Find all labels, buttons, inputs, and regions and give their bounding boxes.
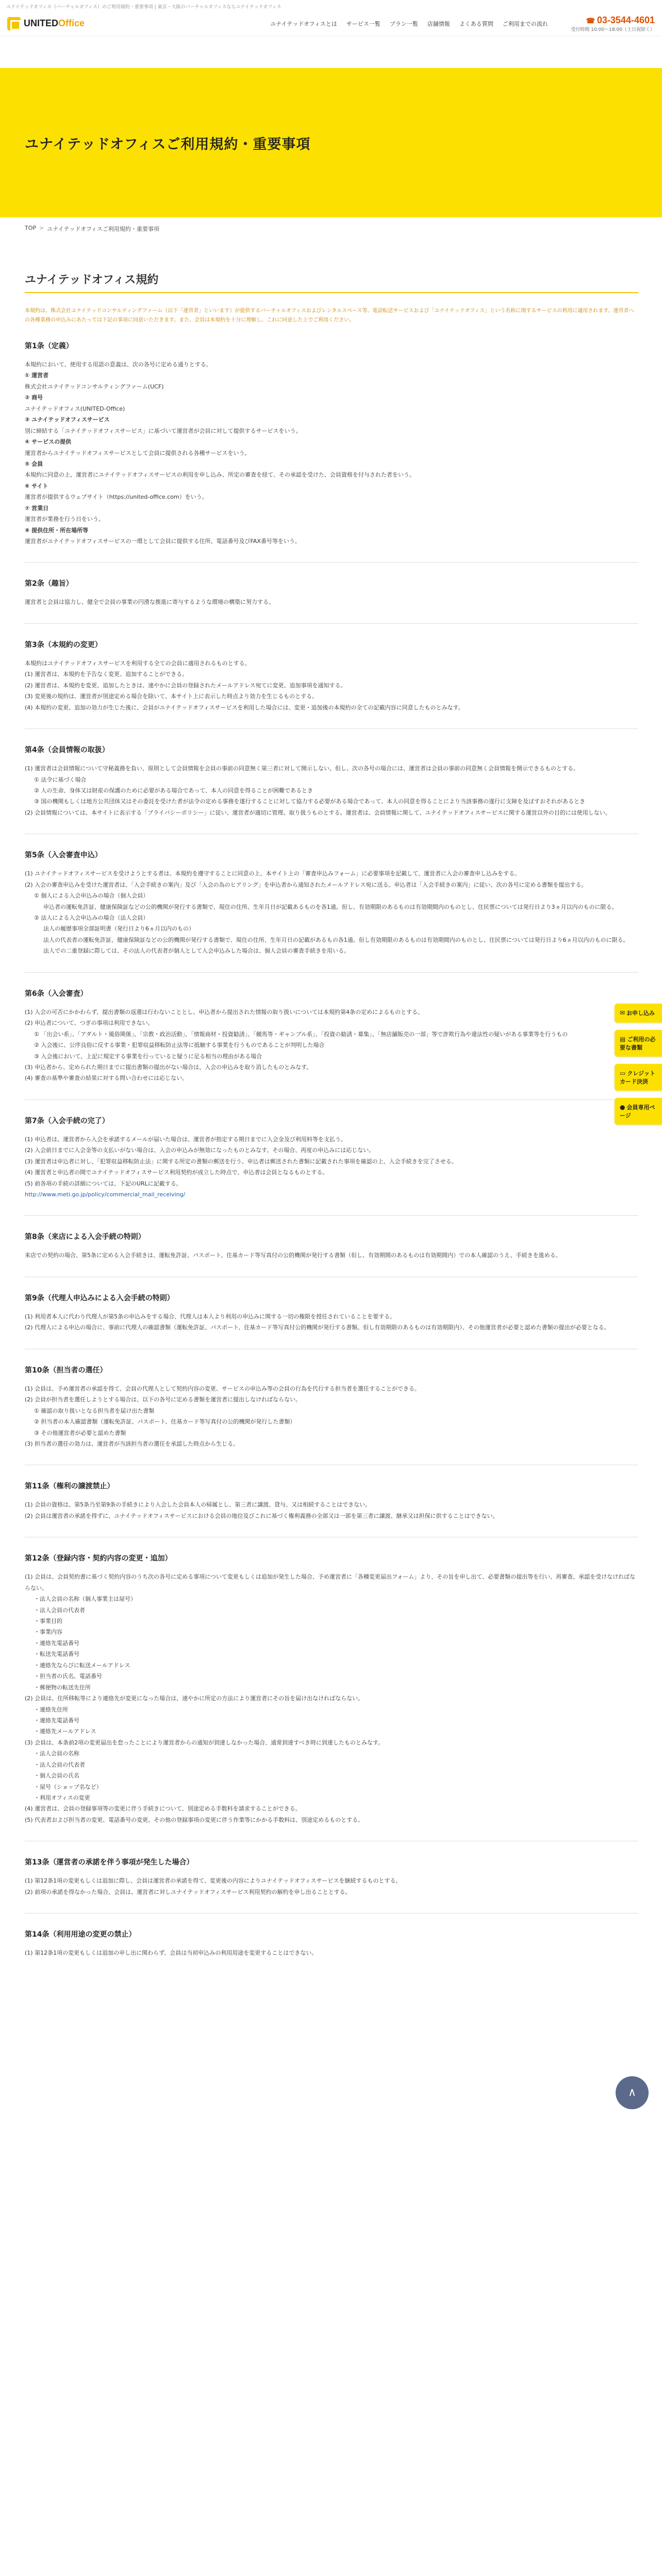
article-line: 来店での契約の場合、第5条に定める入会手続きは、運転免許証、パスポート、住基カード等写真付の公的機関が発行する書類（但し、有効期間のあるものは有効期間内）での本人確認のうえ、手続きを進める。	[25, 1252, 561, 1259]
page-title: ユナイテッドオフィスご利用規約・重要事項	[25, 136, 311, 152]
article-line: ① 運営者	[25, 372, 49, 379]
article-line: (3) 担当者の選任の効力は、運営者が当該担当者の選任を承認した時点から生じる。	[25, 1440, 239, 1447]
apply-button[interactable]: ✉ お申し込み	[615, 1004, 662, 1023]
member-page-button[interactable]: ● 会員専用ページ	[615, 1098, 662, 1125]
article-heading: 第1条（定義）	[25, 342, 73, 350]
credit-card-button[interactable]: ▭ クレジットカード決済	[615, 1064, 662, 1091]
nav-flow[interactable]: ご利用までの流れ	[502, 20, 548, 27]
article-line: ・事業内容	[34, 1629, 62, 1636]
article-heading: 第13条（運営者の承諾を伴う事項が発生した場合）	[25, 1858, 194, 1867]
article-line: ③ 入会後において、上記に規定する事業を行っていると疑うに足る相当の理由がある場合	[34, 1053, 262, 1060]
article-line: 運営者が業務を行う日をいう。	[25, 516, 104, 523]
article-line: (3) 運営者は申込者に対し、「犯罪収益移転防止法」に関する所定の書類の郵送を行う。申込者は郵送された書類に記載された事項を確認の上、入会手続きを完了させる。	[25, 1158, 457, 1165]
article	[25, 1349, 638, 1450]
article-line: ・法人会員の名称（個人事業主は屋号）	[34, 1596, 136, 1603]
article-line: ・事業目的	[34, 1618, 62, 1624]
logo[interactable]	[7, 17, 85, 30]
article-line: ① 法令に基づく場合	[34, 776, 87, 783]
hero-banner	[0, 68, 662, 217]
article-line: (5) 代表者および担当者の変更、電話番号の変更、その他の登録事項の変更に伴う作業等にかかる手数料は、別途定めるものとする。	[25, 1816, 364, 1823]
article-line: ③ ユナイテッドオフィスサービス	[25, 416, 110, 423]
article-line: (2) 会員が担当者を選任しようとする場合は、以下の各号に定める書類を運営者に提出しなければならない。	[25, 1396, 302, 1403]
article-heading: 第3条（本規約の変更）	[25, 640, 102, 649]
article-line: (1) ユナイテッドオフィスサービスを受けようとする者は、本規約を遵守することに同意の上、本サイト上の「審査申込みフォーム」に必要事項を記載して、運営者に入会の審査申し込みをする。	[25, 870, 521, 877]
article	[25, 623, 638, 713]
article-line: ⑧ 提供住所・所在場所等	[25, 527, 89, 534]
article	[25, 972, 638, 1084]
article-line: (4) 審査の基準や審査の結果に対する問い合わせには応じない。	[25, 1075, 188, 1082]
terms-content	[25, 271, 638, 1959]
article-line: ・連絡先電話番号	[34, 1639, 79, 1647]
article-line: (4) 運営者と申込者の間でユナイテッドオフィスサービス利用契約が成立した時点で、申込者は会員となるものとする。	[25, 1169, 328, 1176]
article-heading: 第6条（入会審査）	[25, 989, 88, 998]
card-icon: ▭	[620, 1069, 626, 1077]
article-line: (1) 第12条1項の変更もしくは追加の申し出に関わらず、会員は当初申込みの利用用途を変更することはできない。	[25, 1950, 318, 1957]
global-nav	[270, 20, 548, 28]
article-line: (2) 入会の審査申込みを受けた運営者は、「入会手続きの案内」及び「入会の為のヒアリング」を申込者から通知されたメールアドレス宛に送る。申込者は「入会手続きの案内」に従い、次の各号に定める書類を提出する。	[25, 881, 587, 888]
article-line: (2) 前項の承諾を得なかった場合、会員は、運営者に対しユナイテッドオフィスサービス利用契約の解約を申し出ることとする。	[25, 1888, 351, 1895]
article-line: ・担当者の氏名、電話番号	[34, 1673, 102, 1680]
article-line: ・連絡先ならびに転送メールアドレス	[34, 1662, 130, 1669]
article-line: (1) 会員の資格は、第5条乃至第9条の手続きにより入会した会員本人の帰属とし、第三者に譲渡、貸与、又は相続することはできない。	[25, 1501, 371, 1509]
article-line: ③ 国の機関もしくは地方公共団体又はその委託を受けた者が法令の定める事務を遂行することに対して協力する必要がある場合であって、本人の同意を得ることにより当該事務の遂行に支障を及ぼすおそれがあるとき	[34, 798, 586, 805]
article	[25, 1913, 638, 1958]
documents-button[interactable]: ▤ ご利用の必要な書類	[615, 1030, 662, 1057]
mail-icon: ✉	[620, 1009, 625, 1016]
article-line: (4) 運営者は、会員の登録事項等の変更に伴う手続きについて、別途定める手数料を請求することができる。	[25, 1805, 301, 1812]
article-line: ・個人会員の氏名	[34, 1772, 79, 1780]
article-line: (1) 第12条1項の変更もしくは追加に際し、会員は運営者の承諾を得て、変更後の内容によりユナイテッドオフィスサービスを継続するものとする。	[25, 1877, 402, 1885]
breadcrumb-separator: >	[39, 225, 44, 231]
article-line: (1) 利用者本人に代わり代理人が第5条の申込みをする場合、代理人は本人より利用の申込みに関する一切の権限を授任されていることを要する。	[25, 1313, 396, 1320]
article-line: (1) 入会の可否にかかわらず、提出書類の返還は行わないこととし、申込者から提出された情報の取り扱いについては本規約第4条の定めによるものとする。	[25, 1008, 423, 1015]
article-line: (2) 申込者について、つぎの事項は利用できない。	[25, 1020, 154, 1027]
article-line: 株式会社ユナイテッドコンサルティングファーム(UCF)	[25, 383, 164, 390]
article-heading: 第8条（来店による入会手続の特則）	[25, 1233, 145, 1242]
breadcrumb-home[interactable]: TOP	[25, 225, 37, 231]
article-line: 運営者がユナイテッドオフィスサービスの一環として会員に提供する住所、電話番号及びFAX番号等をいう。	[25, 538, 301, 545]
article-line: (4) 本規約の変更、追加の効力が生じた後に、会員がユナイテッドオフィスサービスを利用した場合には、変更・追加後の本規約の全ての記載内容に同意したものとみなす。	[25, 704, 464, 711]
article-line: (2) 会員は運営者の承諾を得ずに、ユナイテッドオフィスサービスにおける会員の地位及びこれに基づく権利義務の全部又は一部を第三者に譲渡、継承又は担保に供することはできない。	[25, 1512, 499, 1519]
article-line: (2) 入会前日までに入会金等の支払いがない場合は、入会の申込みが無効になったものとみなす。その場合、再度の申込みには応じない。	[25, 1147, 375, 1154]
site-header	[0, 11, 662, 36]
article-line: 法人の代表者の運転免許証、健康保険証などの公的機関が発行する書類で、現住の住所、生年月日の記載があるもの各1通。但し有効期限のあるものは有効期間内のものとし、住民票については発行日より6ヵ月以内のものに限る。	[43, 936, 629, 943]
article	[25, 728, 638, 818]
article	[25, 562, 638, 607]
article-line: 別に締結する「ユナイテッドオフィスサービス」に基づいて運営者が会員に対して提供するサービスをいう。	[25, 427, 302, 434]
article-line: ・利用オフィスの変更	[34, 1794, 90, 1801]
article-line: (5) 前各項の手続の詳細については、下記のURLに記載する。	[25, 1180, 182, 1187]
article-line: ・法人会員の名称	[34, 1750, 79, 1757]
article-line: ・連絡先電話番号	[34, 1717, 79, 1724]
article	[25, 1465, 638, 1521]
article-line: (1) 会員は、会員契約書に基づく契約内容のうち次の各号に定める事項について変更もしくは追加が発生した場合、予め運営者に「各種変更届出フォーム」より、その旨を申し出て、必要書類の提出等を行い、再審査、承認を受けなければならない。	[25, 1573, 636, 1591]
article-line: (2) 会員情報については、本サイトに表示する「プライバシーポリシー」に従い、運営者が適切に管理、取り扱うものとする。運営者は、会員情報に関して、ユナイテッドオフィスサービスに関する運営以外の目的には使用しない。	[25, 809, 611, 816]
article-line: ② 担当者の本人確認書類（運転免許証、パスポート、住基カード等写真付の公的機関が発行した書類）	[34, 1418, 296, 1426]
nav-locations[interactable]: 店舗情報	[427, 20, 450, 27]
article-line: (3) 申込者から、定められた期日までに提出書類の提出がない場合は、入会の申込みを取り消したものとみなす。	[25, 1063, 312, 1071]
article-line: 法人での二重登録に際しては、その法人の代表者が個人として入会申込みした場合は、個人会員の審査手続きを用いる。	[43, 947, 350, 955]
article-heading: 第10条（担当者の選任）	[25, 1366, 107, 1375]
article-line: ⑤ 会員	[25, 460, 43, 467]
article-line: 本規約において、使用する用語の意義は、次の各号に定める通りとする。	[25, 361, 212, 368]
article-line: (1) 運営者は会員情報について守秘義務を負い、原則として会員情報を会員の事前の同意無く第三者に対して開示しない。但し、次の各号の場合には、運営者は会員の事前の同意無く会員情報を開示できるものとする。	[25, 765, 579, 772]
nav-plans[interactable]: プラン一覧	[389, 20, 418, 27]
article-line: ① 個人による入会申込みの場合（個人会員）	[34, 892, 149, 900]
contact-block	[571, 15, 655, 32]
article	[25, 341, 638, 547]
article	[25, 1277, 638, 1333]
article	[25, 1537, 638, 1825]
article-line: ② 商号	[25, 394, 43, 401]
document-icon: ▤	[620, 1035, 626, 1043]
nav-about[interactable]: ユナイテッドオフィスとは	[270, 20, 337, 27]
article-line: ・転送先電話番号	[34, 1651, 79, 1658]
article-line: ① 「出会い系」、「アダルト・風俗関係」、「宗教・政治活動」、「情報商材・投資勧誘」、「競馬等・ギャンブル系」、「投資の勧誘・募集」、「無店舗販売の一部」等で詐欺行為や違法性の疑いがある事業等を行うもの	[34, 1030, 568, 1038]
article-line: ⑥ サイト	[25, 482, 48, 489]
site-tagline: ユナイテッドオフィス（バーチャルオフィス）のご利用規約・重要事項 | 東京・大阪のバーチャルオフィスならユナイテッドオフィス	[6, 5, 282, 10]
reference-link[interactable]: http://www.meti.go.jp/policy/commercial_mail_receiving/	[25, 1191, 186, 1198]
article-heading: 第11条（権利の譲渡禁止）	[25, 1482, 114, 1491]
article-line: ・連絡先メールアドレス	[34, 1728, 96, 1735]
article-line: ・連絡先住所	[34, 1706, 68, 1713]
article-line: ③ その他運営者が必要と認めた書類	[34, 1429, 126, 1436]
article-line: (1) 運営者は、本規約を予告なく変更、追加することができる。	[25, 671, 188, 678]
article-heading: 第5条（入会審査申込）	[25, 851, 102, 860]
article-line: (2) 運営者は、本規約を変更、追加したときは、速やかに会員の登録されたメールアドレス宛てに変更、追加事項を通知する。	[25, 682, 346, 689]
article-line: 本規約はユナイテッドオフィスサービスを利用する全ての会員に適用されるものとする。	[25, 659, 251, 667]
article-line: ② 人の生命、身体又は財産の保護のために必要がある場合であって、本人の同意を得ることが困難であるとき	[34, 787, 313, 794]
document-title: ユナイテッドオフィス規約	[25, 271, 638, 293]
page-top-button[interactable]: ∧	[616, 2076, 649, 2109]
article-line: ・法人会員の代表者	[34, 1761, 85, 1768]
phone-number[interactable]: ☎ 03-3544-4601	[571, 15, 655, 26]
article-line: 運営者からユナイテッドオフィスサービスとして会員に提供される各種サービスをいう。	[25, 449, 251, 456]
intro-text: 本規約は、株式会社ユナイテッドコンサルティングファーム（以下「運営者」といいます）が提供するバーチャルオフィスおよびレンタルスペース等、電話転送サービスおよび「ユナイテッドオフィス」という名称に関するサービスの利用に適用されます。運営者への各種業務の申込みにあたっては下記の事項に同意いただきます。また、会員は本規約を十分に理解し、これに同意した上でご利用ください。	[25, 308, 634, 323]
article-heading: 第4条（会員情報の取扱）	[25, 746, 109, 755]
article-line: ④ サービスの提供	[25, 438, 72, 446]
article-line: 申込者の運転免許証、健康保険証などの公的機関が発行する書類で、現住の住所、生年月日が記載あるものを各1通。但し、有効期限のあるものは有効期間内のものとし、住民票については発行日より3ヵ月以内のものに限る。	[43, 903, 618, 910]
article-heading: 第7条（入会手続の完了）	[25, 1116, 109, 1125]
article-line: (1) 会員は、予め運営者の承認を得て、会員の代理人として契約内容の変更、サービスの申込み等の会員の行為を代行する担当者を選任することができる。	[25, 1385, 420, 1392]
article-heading: 第2条（趣旨）	[25, 580, 73, 588]
article-line: ユナイテッドオフィス(UNITED-Office)	[25, 405, 125, 412]
article	[25, 1099, 638, 1200]
article-line: 運営者と会員は協力し、健全で会員の事業の円滑な推進に寄与するような環境の構築に努力する。	[25, 599, 274, 606]
article-line: ② 入会後に、公序良俗に反する事業・犯罪収益移転防止法等に抵触する事業を行うものであることが判明した場合	[34, 1042, 325, 1049]
logo-icon	[7, 17, 21, 30]
article-line: ・法人会員の代表者	[34, 1606, 85, 1614]
article-line: ・郵便物の転送先住所	[34, 1684, 91, 1691]
article-line: ・屋号（ショップ名など）	[34, 1783, 102, 1790]
article-line: ① 確認の取り扱いとなる担当者を届け出た書類	[34, 1407, 155, 1414]
article-line: 法人の履歴事項全部証明書（発行日より6ヵ月以内のもの）	[43, 925, 194, 933]
article-heading: 第12条（登録内容・契約内容の変更・追加）	[25, 1554, 172, 1563]
user-icon: ●	[620, 1104, 625, 1111]
article	[25, 834, 638, 957]
article-line: (2) 代理人による申込の場合に、事前に代理人の確認書類（運転免許証、パスポート、住基カード等写真付公的機関が発行する書類。但し有効期限のあるものは有効期限内）、その他運営者が必要と認めた書類の提出が必要となる。	[25, 1324, 610, 1331]
article	[25, 1215, 638, 1261]
article-line: 運営者が提供するウェブサイト（https://united-office.com）をいう。	[25, 494, 208, 501]
side-buttons	[615, 1004, 662, 1125]
breadcrumb-current: ユナイテッドオフィスご利用規約・重要事項	[47, 226, 159, 232]
article-line: 本規約に同意の上、運営者にユナイテッドオフィスサービスの利用を申し込み、所定の審査を経て、その承認を受けた、会員資格を付与された者をいう。	[25, 471, 415, 479]
article	[25, 1841, 638, 1897]
business-hours: 受付時間 10:00〜18:00（土日祝除く）	[571, 27, 655, 32]
article-line: ⑦ 営業日	[25, 504, 49, 512]
article-line: (3) 変更後の規約は、運営者が別途定める場合を除いて、本サイト上に表示した時点より効力を生じるものとする。	[25, 693, 318, 700]
nav-faq[interactable]: よくある質問	[459, 20, 493, 27]
article-list	[25, 341, 638, 1959]
article-line: (1) 申込者は、運営者から入会を承諾するメールが届いた場合は、運営者が指定する期日までに入会金及び利用料等を支払う。	[25, 1136, 346, 1143]
logo-text: UNITEDOffice	[24, 18, 85, 28]
article-heading: 第9条（代理人申込みによる入会手続の特則）	[25, 1294, 174, 1302]
article-line: (3) 会員は、本条前2項の変更届出を怠ったことにより運営者からの通知が到達しなかった場合、通常到達すべき時に到達したものとみなす。	[25, 1739, 384, 1746]
nav-services[interactable]: サービス一覧	[346, 20, 380, 27]
article-heading: 第14条（利用用途の変更の禁止）	[25, 1930, 136, 1939]
article-line: (2) 会員は、住所移転等により連絡先が変更になった場合は、速やかに所定の方法により運営者にその旨を届け出なければならない。	[25, 1695, 364, 1702]
article-line: ② 法人による入会申込みの場合（法人会員）	[34, 914, 149, 921]
breadcrumb	[0, 217, 662, 240]
